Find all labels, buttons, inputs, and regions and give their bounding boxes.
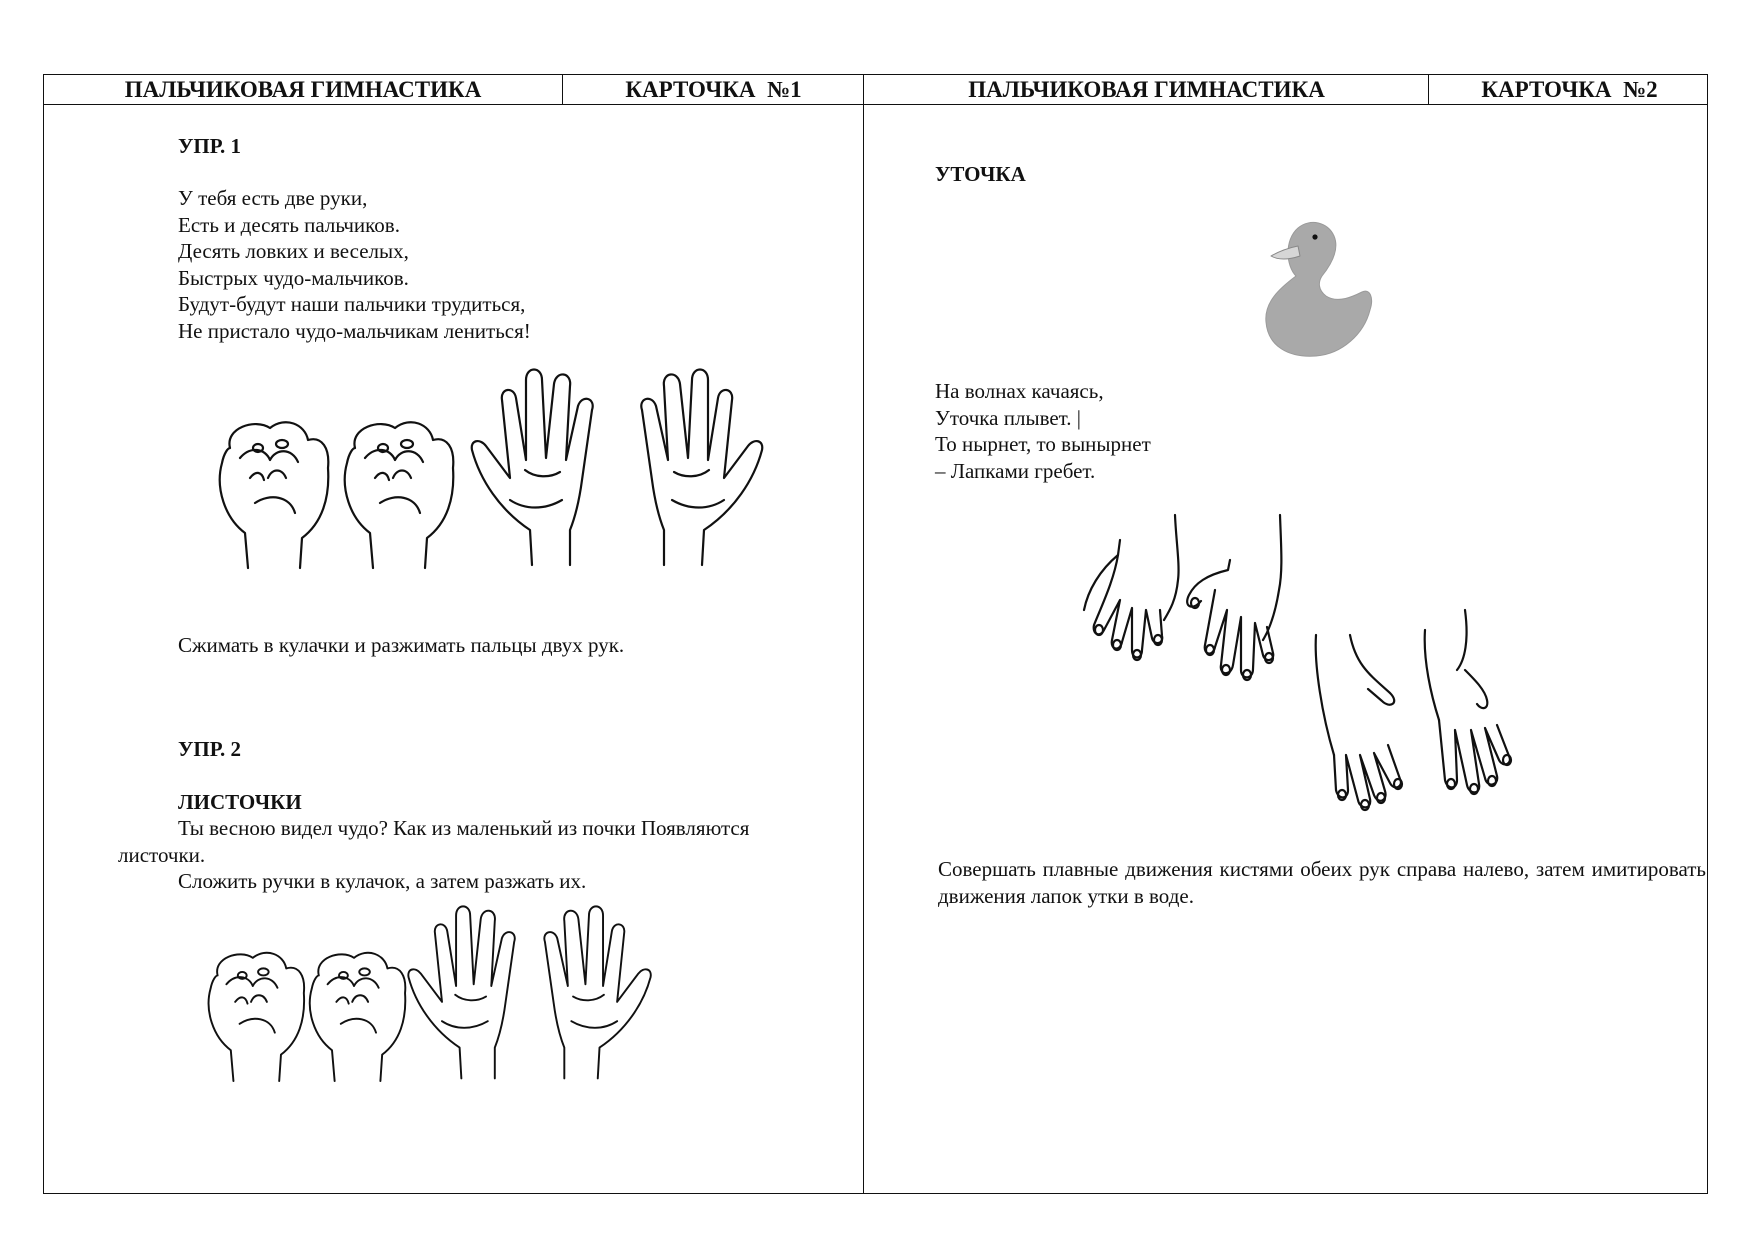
fist-icon	[310, 953, 406, 1081]
hand-down-icon	[1187, 515, 1281, 680]
duck-body	[1266, 222, 1372, 356]
ex1-poem-line: Не пристало чудо-мальчикам лениться!	[178, 318, 531, 343]
ex1-poem-line: У тебя есть две руки,	[178, 186, 368, 210]
card2-header-number: КАРТОЧКА №2	[1481, 77, 1658, 102]
hand-paddle-icon	[1425, 610, 1511, 794]
hand-paddle-icon	[1316, 635, 1402, 810]
ex1-poem-line: Быстрых чудо-мальчиков.	[178, 265, 409, 290]
open-palm-icon	[544, 906, 650, 1078]
card2-poem-line: Уточка плывет. |	[935, 405, 1081, 430]
card2-header-title: ПАЛЬЧИКОВАЯ ГИМНАСТИКА	[968, 77, 1325, 102]
card2-poem-line: То нырнет, то вынырнет	[935, 432, 1151, 456]
ex2-subtitle: ЛИСТОЧКИ	[178, 790, 302, 814]
ex2-instruction: Сложить ручки в кулачок, а затем разжать их.	[178, 869, 587, 893]
hands-fists-and-palms-illustration-1	[210, 360, 810, 585]
ex2-text-line: листочки.	[118, 842, 206, 867]
open-palm-icon	[641, 370, 762, 566]
card2-poem-line: На волнах качаясь,	[935, 379, 1104, 403]
ex2-text-line: Ты весною видел чудо? Как из маленький из почки Появляются	[178, 816, 750, 840]
header-cell-divider-1	[562, 75, 563, 104]
hands-swimming-illustration	[1075, 510, 1555, 810]
card1-header-number: КАРТОЧКА №1	[625, 77, 802, 102]
open-palm-icon	[472, 370, 593, 566]
ex1-title: УПР. 1	[178, 134, 241, 158]
card2-instruction: Совершать плавные движения кистями обеих рук справа налево, затем имитировать движения лапок утки в воде.	[938, 857, 1706, 908]
fist-icon	[345, 422, 454, 568]
card2-title: УТОЧКА	[935, 162, 1026, 186]
open-palm-icon	[408, 906, 514, 1078]
header-cell-divider-2	[1428, 75, 1429, 104]
duck-eye	[1312, 234, 1317, 239]
card2-poem-line: – Лапками гребет.	[935, 458, 1096, 483]
fist-icon	[220, 422, 329, 568]
header-divider	[44, 104, 1707, 105]
ex1-poem-line: Есть и десять пальчиков.	[178, 212, 400, 237]
ex1-instruction: Сжимать в кулачки и разжимать пальцы двух рук.	[178, 633, 625, 657]
fist-icon	[209, 953, 305, 1081]
card1-header-title: ПАЛЬЧИКОВАЯ ГИМНАСТИКА	[124, 77, 482, 102]
duck-illustration	[1258, 210, 1383, 368]
hand-down-icon	[1084, 515, 1179, 660]
ex1-poem-line: Будут-будут наши пальчики трудиться,	[178, 292, 526, 316]
ex2-title: УПР. 2	[178, 737, 241, 761]
ex1-poem-line: Десять ловких и веселых,	[178, 239, 409, 263]
duck-beak	[1271, 246, 1300, 259]
hands-fists-and-palms-illustration-2	[200, 898, 740, 1093]
card-divider	[863, 75, 864, 1193]
